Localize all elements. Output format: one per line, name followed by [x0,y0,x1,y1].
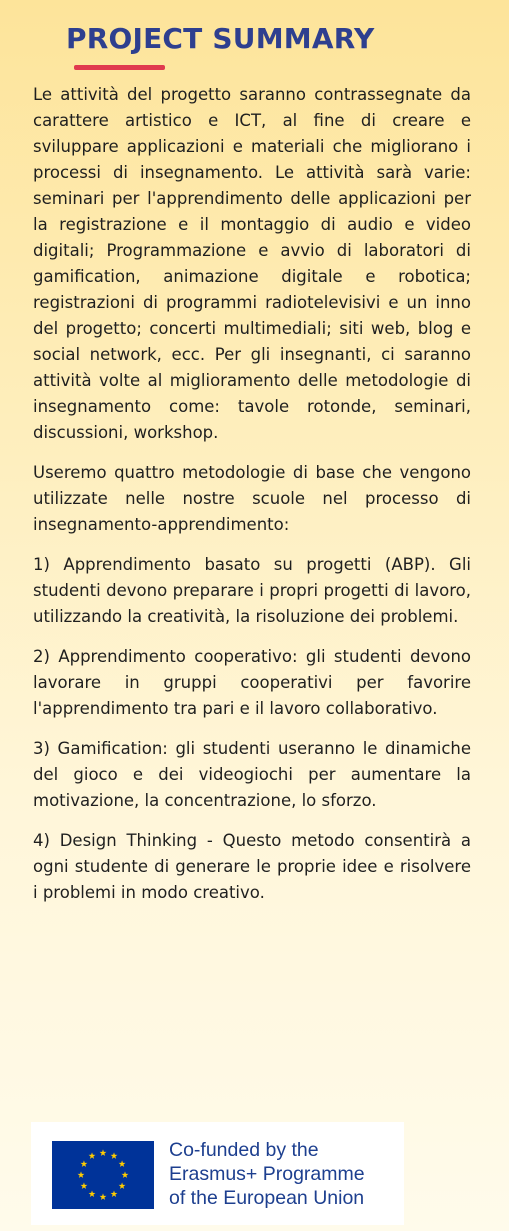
eu-star-icon [100,1149,107,1156]
summary-body [33,82,471,920]
cofunding-line-2: Erasmus+ Programme [169,1163,365,1185]
eu-star-icon [89,1190,96,1197]
cofunding-line-1: Co-funded by the [169,1139,319,1161]
eu-star-icon [89,1152,96,1159]
methodology-item-cooperative: 2) Apprendimento cooperativo: gli studenti devono lavorare in gruppi cooperativi per favorire l'apprendimento tra pari e il lavoro collaborativo. [33,647,471,718]
title-underline [74,65,165,70]
eu-star-icon [122,1171,129,1178]
eu-star-icon [119,1182,126,1189]
eu-star-icon [111,1190,118,1197]
cofunding-statement [169,1138,365,1210]
methodology-item-design-thinking: 4) Design Thinking - Questo metodo consentirà a ogni studente di generare le proprie idee e risolvere i problemi in modo creativo. [33,831,471,902]
eu-star-icon [81,1160,88,1167]
methodology-item-gamification: 3) Gamification: gli studenti useranno le dinamiche del gioco e dei videogiochi per aumentare la motivazione, la concentrazione, lo sforzo. [33,739,471,810]
methodologies-intro-paragraph: Useremo quattro metodologie di base che vengono utilizzate nelle nostre scuole nel processo di insegnamento-apprendimento: [33,463,471,534]
eu-star-icon [81,1182,88,1189]
methodology-item-abp: 1) Apprendimento basato su progetti (ABP). Gli studenti devono preparare i propri progetti di lavoro, utilizzando la creatività, la risoluzione dei problemi. [33,555,471,626]
eu-star-icon [100,1193,107,1200]
intro-paragraph: Le attività del progetto saranno contrassegnate da carattere artistico e ICT, al fine di creare e sviluppare applicazioni e materiali che migliorano i processi di insegnamento. Le attività sarà varie: seminari per l'apprendimento delle applicazioni per la registrazione e il montaggio di audio e video digitali; Programmazione e avvio di laboratori di gamification, animazione digitale e robotica; registrazioni di programmi radiotelevisivi e un inno del progetto; concerti multimediali; siti web, blog e social network, ecc. Per gli insegnanti, ci saranno attività volte al miglioramento delle metodologie di insegnamento come: tavole rotonde, seminari, discussioni, workshop. [33,85,471,442]
page-title: PROJECT SUMMARY [66,22,375,55]
eu-star-icon [78,1171,85,1178]
eu-star-icon [111,1152,118,1159]
erasmus-cofunding-logo [31,1122,404,1225]
eu-flag-icon [52,1141,154,1209]
cofunding-line-3: of the European Union [169,1187,365,1209]
eu-star-icon [119,1160,126,1167]
